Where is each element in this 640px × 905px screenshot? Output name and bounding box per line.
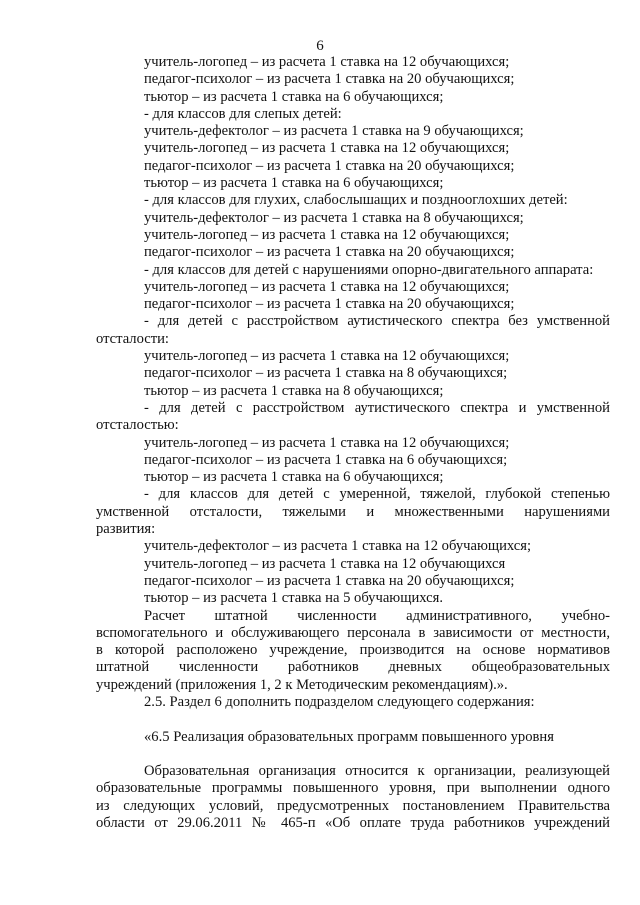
text-line: области от 29.06.2011 № 465-п «Об оплате труда работников учреждений bbox=[96, 815, 610, 832]
text-line: - для детей с расстройством аутистического спектра без умственной bbox=[144, 313, 610, 330]
text-line: штатной численности работников дневных общеобразовательных bbox=[96, 659, 610, 676]
text-line: педагог-психолог – из расчета 1 ставка на 20 обучающихся; bbox=[144, 71, 515, 88]
text-line: учитель-логопед – из расчета 1 ставка на 12 обучающихся; bbox=[144, 278, 510, 295]
text-line: учреждений (приложения 1, 2 к Методическим рекомендациям).». bbox=[96, 676, 508, 693]
text-line: - для классов для детей с умеренной, тяжелой, глубокой степенью bbox=[144, 486, 610, 503]
text-line: тьютор – из расчета 1 ставка на 8 обучающихся; bbox=[144, 382, 444, 399]
text-line: учитель-логопед – из расчета 1 ставка на 12 обучающихся; bbox=[144, 226, 510, 243]
text-line: из следующих условий, предусмотренных постановлением Правительства bbox=[96, 797, 610, 814]
text-line: педагог-психолог – из расчета 1 ставка на 6 обучающихся; bbox=[144, 451, 508, 468]
text-line: педагог-психолог – из расчета 1 ставка на 20 обучающихся; bbox=[144, 296, 515, 313]
text-line: отсталости: bbox=[96, 330, 169, 347]
text-line: отсталостью: bbox=[96, 417, 179, 434]
text-line: учитель-логопед – из расчета 1 ставка на 12 обучающихся bbox=[144, 555, 506, 572]
text-line: 2.5. Раздел 6 дополнить подразделом следующего содержания: bbox=[144, 693, 535, 710]
blank-line bbox=[96, 711, 610, 728]
text-line: тьютор – из расчета 1 ставка на 6 обучающихся; bbox=[144, 469, 444, 486]
text-line: педагог-психолог – из расчета 1 ставка на 20 обучающихся; bbox=[144, 157, 515, 174]
text-line: умственной отсталости, тяжелыми и множественными нарушениями bbox=[96, 503, 610, 520]
text-line: Образовательная организация относится к организации, реализующей bbox=[144, 763, 610, 780]
blank-line bbox=[96, 746, 610, 763]
text-line: образовательные программы повышенного уровня, при выполнении одного bbox=[96, 780, 610, 797]
text-line: - для классов для глухих, слабослышащих и позднооглохших детей: bbox=[144, 192, 568, 209]
page-number: 6 bbox=[316, 38, 324, 54]
text-line: учитель-логопед – из расчета 1 ставка на 12 обучающихся; bbox=[144, 348, 510, 365]
text-line: - для классов для детей с нарушениями опорно-двигательного аппарата: bbox=[144, 261, 594, 278]
text-line: учитель-логопед – из расчета 1 ставка на 12 обучающихся; bbox=[144, 434, 510, 451]
text-line: тьютор – из расчета 1 ставка на 5 обучающихся. bbox=[144, 590, 443, 607]
section-heading: «6.5 Реализация образовательных программ повышенного уровня bbox=[144, 728, 554, 745]
text-line: развития: bbox=[96, 521, 156, 538]
text-line: педагог-психолог – из расчета 1 ставка на 20 обучающихся; bbox=[144, 244, 515, 261]
text-line: в которой расположено учреждение, производится на основе нормативов bbox=[96, 642, 610, 659]
text-line: учитель-дефектолог – из расчета 1 ставка на 9 обучающихся; bbox=[144, 123, 524, 140]
text-line: учитель-логопед – из расчета 1 ставка на 12 обучающихся; bbox=[144, 140, 510, 157]
text-line: педагог-психолог – из расчета 1 ставка на 20 обучающихся; bbox=[144, 572, 515, 589]
text-line: учитель-дефектолог – из расчета 1 ставка на 8 обучающихся; bbox=[144, 209, 524, 226]
document-body bbox=[96, 54, 610, 832]
text-line: тьютор – из расчета 1 ставка на 6 обучающихся; bbox=[144, 175, 444, 192]
text-line: - для классов для слепых детей: bbox=[144, 105, 342, 122]
text-line: учитель-логопед – из расчета 1 ставка на 12 обучающихся; bbox=[144, 54, 510, 70]
text-line: учитель-дефектолог – из расчета 1 ставка на 12 обучающихся; bbox=[144, 538, 532, 555]
text-line: Расчет штатной численности административного, учебно- bbox=[144, 607, 610, 624]
text-line: вспомогательного и обслуживающего персонала в зависимости от местности, bbox=[96, 624, 610, 641]
text-line: - для детей с расстройством аутистического спектра и умственной bbox=[144, 399, 610, 416]
text-line: педагог-психолог – из расчета 1 ставка на 8 обучающихся; bbox=[144, 365, 508, 382]
text-line: тьютор – из расчета 1 ставка на 6 обучающихся; bbox=[144, 88, 444, 105]
